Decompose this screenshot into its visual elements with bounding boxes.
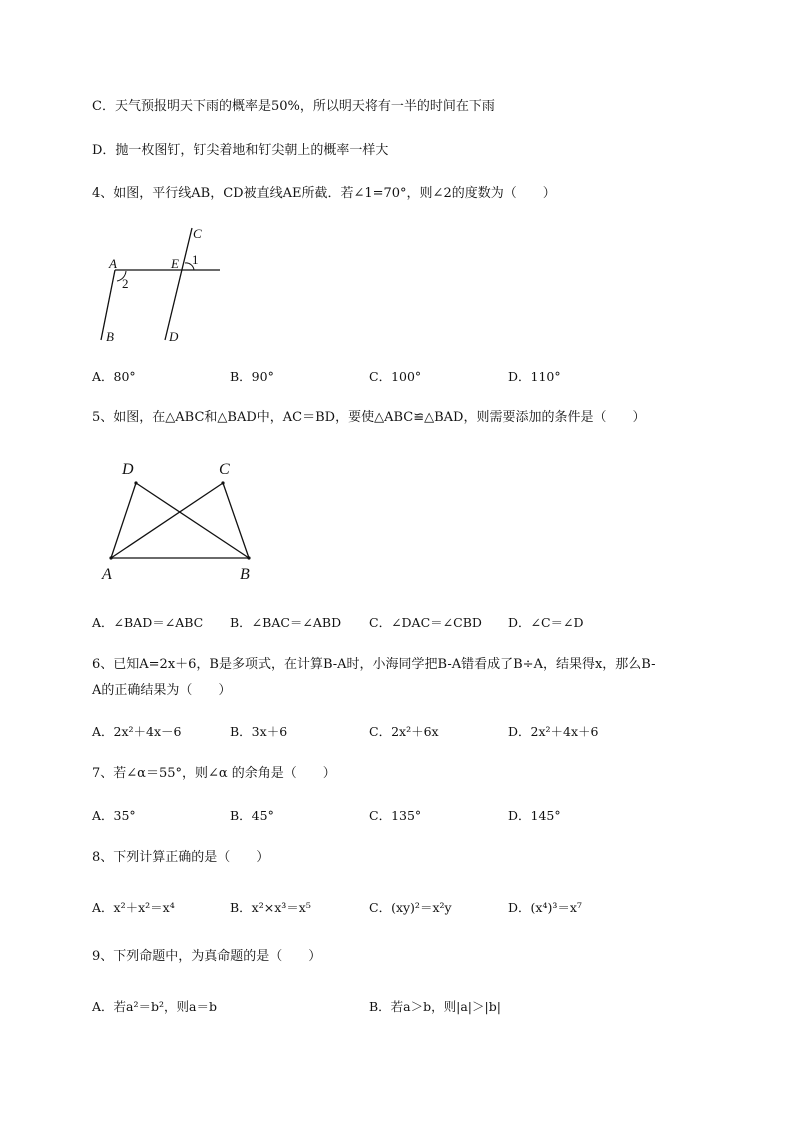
label-e: E [171,256,179,271]
label-c: C [219,461,230,478]
q5-option-a: A．∠BAD＝∠ABC [92,615,204,630]
q3-option-d: D．抛一枚图钉，钉尖着地和钉尖朝上的概率一样大 [92,143,389,158]
label-angle-2: 2 [122,276,129,291]
point-b [247,556,250,559]
q4-option-c: C．100° [369,369,422,384]
segment-ac [111,483,223,558]
parallel-line-cd [165,228,192,340]
label-angle-1: 1 [192,252,199,267]
q4-stem: 4、如图，平行线AB，CD被直线AE所截．若∠1=70°，则∠2的度数为（ ） [92,186,556,201]
q9-option-a: A．若a²＝b²，则a＝b [92,999,217,1014]
q4-figure [95,222,235,352]
point-d [134,481,137,484]
q7-option-d: D．145° [508,808,561,823]
point-c [221,481,224,484]
q6-option-a: A．2x²＋4x－6 [92,724,182,739]
q7-option-b: B．45° [230,808,274,823]
label-b: B [106,329,114,344]
segment-bd [136,483,249,558]
q5-option-c: C．∠DAC＝∠CBD [369,615,482,630]
segment-ad [111,483,136,558]
label-c: C [193,226,202,241]
q7-stem: 7、若∠α＝55°，则∠α 的余角是（ ） [92,766,336,781]
q5-option-d: D．∠C＝∠D [508,615,584,630]
segment-bc [223,483,249,558]
q4-option-d: D．110° [508,369,561,384]
q6-stem-line2: A的正确结果为（ ） [92,683,232,698]
q9-option-b: B．若a＞b，则|a|＞|b| [369,999,501,1014]
q6-stem-line1: 6、已知A=2x＋6，B是多项式，在计算B-A时，小海同学把B-A错看成了B÷A，结果得x，那么B- [92,657,656,672]
q3-option-c: C．天气预报明天下雨的概率是50%，所以明天将有一半的时间在下雨 [92,99,495,114]
q6-option-d: D．2x²＋4x＋6 [508,724,599,739]
q8-stem: 8、下列计算正确的是（ ） [92,850,270,865]
q4-option-a: A．80° [92,369,136,384]
q8-option-c: C．(xy)²＝x²y [369,900,452,915]
label-a: A [109,256,117,271]
q5-option-b: B．∠BAC＝∠ABD [230,615,342,630]
label-b: B [240,566,250,583]
q5-stem: 5、如图，在△ABC和△BAD中，AC＝BD，要使△ABC≌△BAD，则需要添加的条件是（ ） [92,410,646,425]
q4-option-b: B．90° [230,369,274,384]
label-a: A [102,566,112,583]
label-d: D [122,461,134,478]
q8-option-d: D．(x⁴)³＝x⁷ [508,900,582,915]
label-d: D [169,329,179,344]
q9-stem: 9、下列命题中，为真命题的是（ ） [92,949,322,964]
q7-option-c: C．135° [369,808,422,823]
q8-option-b: B．x²×x³＝x⁵ [230,900,311,915]
q7-option-a: A．35° [92,808,136,823]
q8-option-a: A．x²＋x²＝x⁴ [92,900,175,915]
q6-option-c: C．2x²＋6x [369,724,439,739]
q6-option-b: B．3x＋6 [230,724,288,739]
q5-figure [100,458,265,583]
point-a [109,556,112,559]
